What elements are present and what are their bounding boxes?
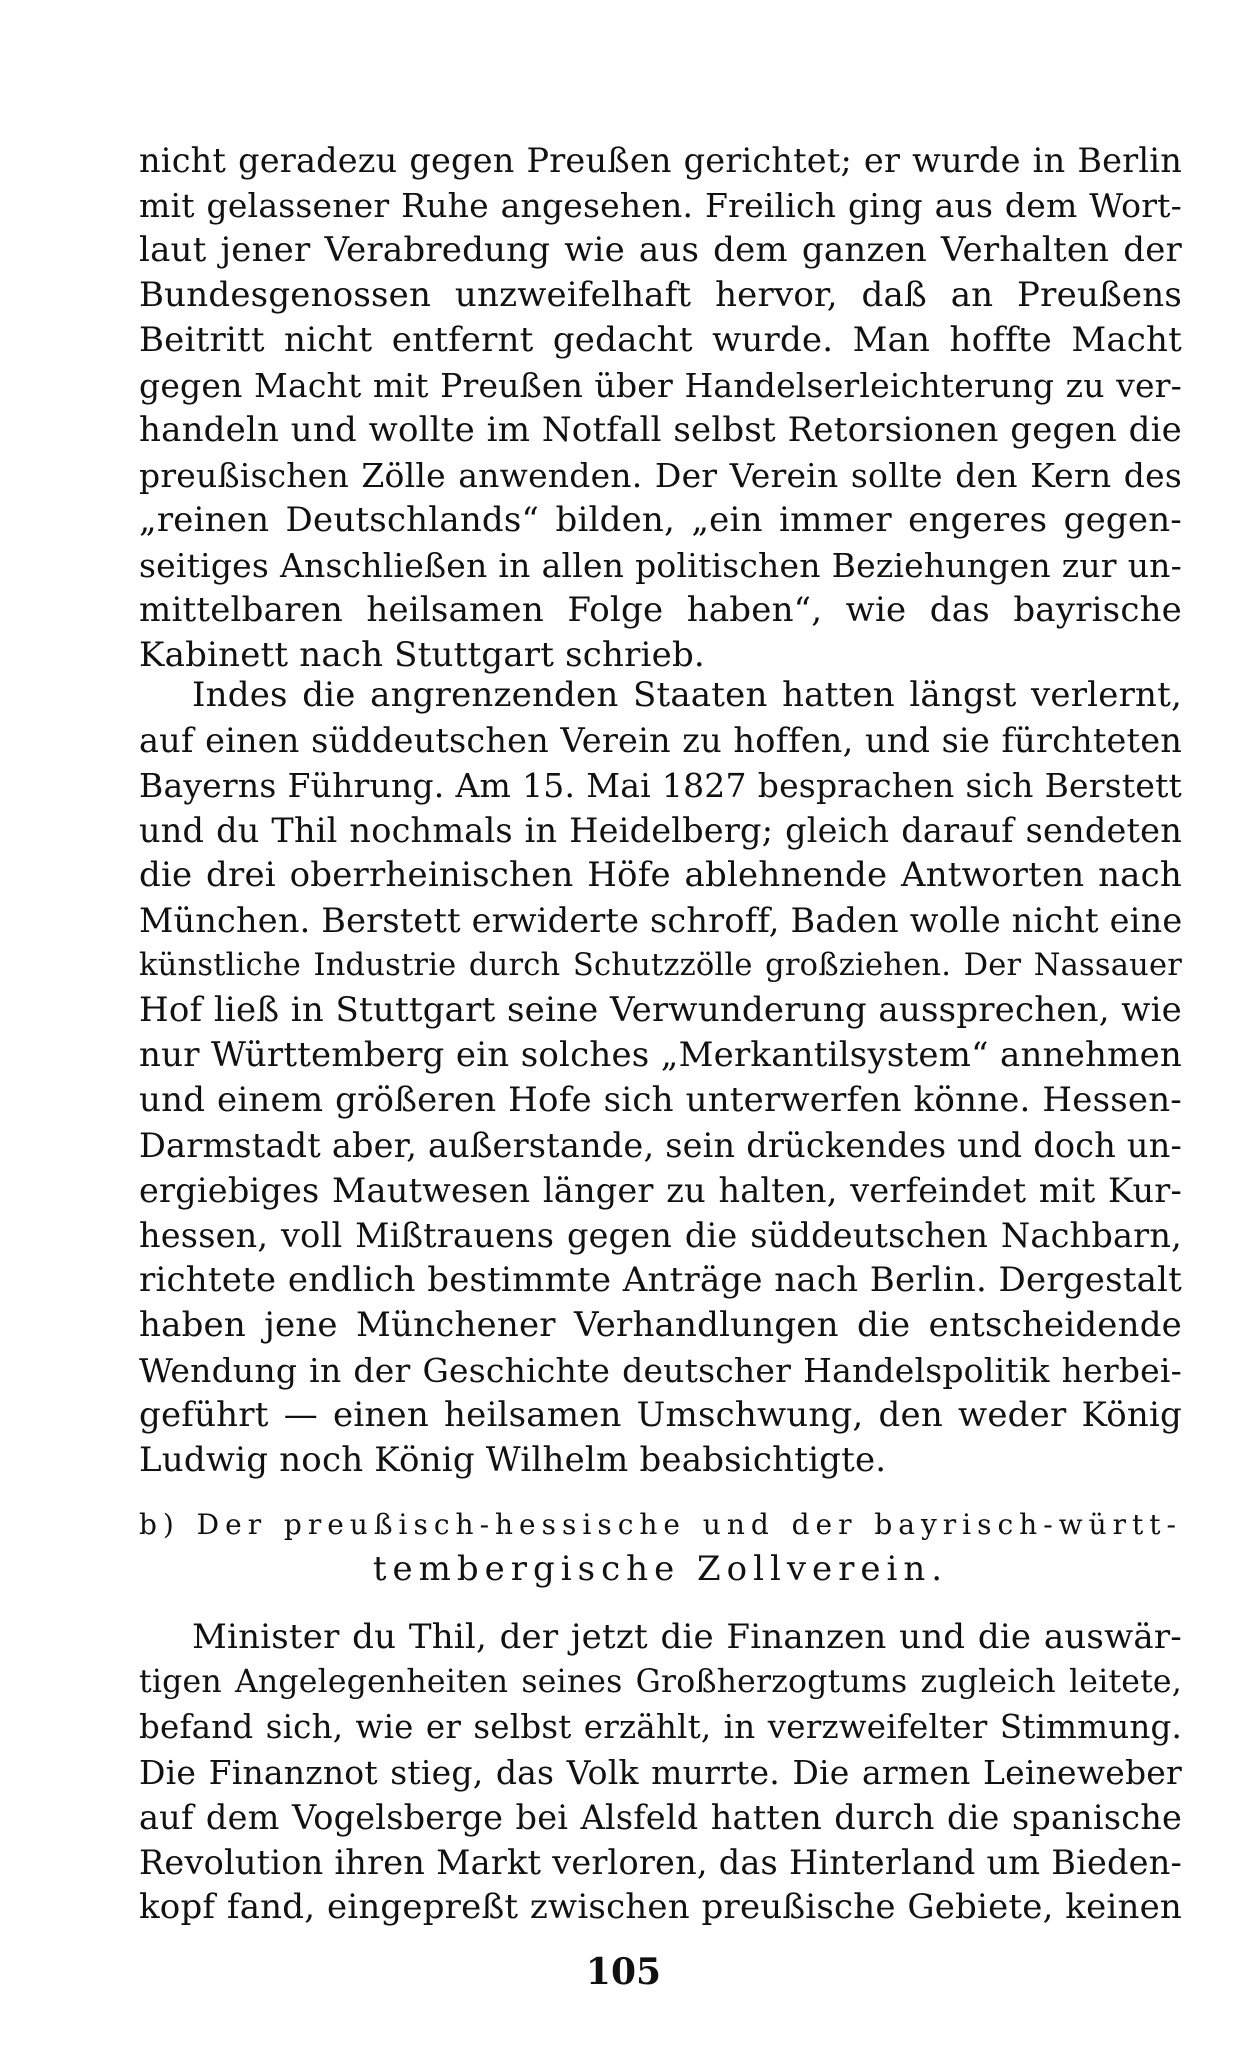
section-heading-line: tembergische Zollverein.: [372, 1549, 949, 1589]
text-line: richtete endlich bestimmte Anträge nach Berlin. Dergestalt: [139, 1260, 1182, 1300]
text-line: handeln und wollte im Notfall selbst Retorsionen gegen die: [139, 410, 1182, 450]
text-line: „reinen Deutschlands“ bilden, „ein immer engeres gegen-: [139, 500, 1182, 540]
text-line: Kabinett nach Stuttgart schrieb.: [139, 635, 705, 675]
text-line: kopf fand, eingepreßt zwischen preußische Gebiete, keinen: [139, 1887, 1182, 1927]
text-line: auf dem Vogelsberge bei Alsfeld hatten durch die spanische: [139, 1798, 1182, 1837]
paragraph-2: [139, 673, 1182, 1483]
text-line: Bayerns Führung. Am 15. Mai 1827 besprachen sich Berstett: [139, 766, 1182, 805]
text-line: künstliche Industrie durch Schutzzölle großziehen. Der Nassauer: [139, 948, 1182, 983]
text-line: Beitritt nicht entfernt gedacht wurde. Man hoffte Macht: [139, 320, 1182, 360]
text-line: München. Berstett erwiderte schroff, Baden wolle nicht eine: [139, 901, 1183, 940]
text-line: hessen, voll Mißtrauens gegen die süddeutschen Nachbarn,: [139, 1216, 1182, 1255]
text-line: nicht geradezu gegen Preußen gerichtet; er wurde in Berlin: [139, 141, 1182, 180]
text-line: befand sich, wie er selbst erzählt, in verzweifelter Stimmung.: [139, 1708, 1182, 1746]
text-line: preußischen Zölle anwenden. Der Verein sollte den Kern des: [139, 456, 1182, 495]
text-line: Hof ließ in Stuttgart seine Verwunderung aussprechen, wie: [139, 990, 1182, 1030]
paragraph-1: [139, 138, 1182, 678]
text-line: Darmstadt aber, außerstande, sein drückendes und doch un-: [139, 1126, 1182, 1165]
text-line: und du Thil nochmals in Heidelberg; gleich darauf sendeten: [139, 811, 1182, 850]
text-line: tigen Angelegenheiten seines Großherzogtums zugleich leitete,: [139, 1664, 1182, 1700]
text-line: Wendung in der Geschichte deutscher Handelspolitik herbei-: [139, 1351, 1182, 1390]
text-line: Bundesgenossen unzweifelhaft hervor, daß an Preußens: [139, 275, 1182, 315]
paragraph-3: [139, 1615, 1182, 1930]
text-line: seitiges Anschließen in allen politischen Beziehungen zur un-: [139, 546, 1182, 585]
text-line: die drei oberrheinischen Höfe ablehnende Antworten nach: [139, 855, 1182, 895]
section-heading: [139, 1502, 1182, 1592]
text-line: nur Württemberg ein solches „Merkantilsystem“ annehmen: [139, 1035, 1182, 1075]
text-line: mit gelassener Ruhe angesehen. Freilich ging aus dem Wort-: [139, 186, 1182, 225]
text-line: gegen Macht mit Preußen über Handelserleichterung zu ver-: [139, 366, 1182, 405]
text-line: haben jene Münchener Verhandlungen die entscheidende: [139, 1305, 1182, 1345]
text-line: Minister du Thil, der jetzt die Finanzen und die auswär-: [192, 1617, 1182, 1657]
text-line: und einem größeren Hofe sich unterwerfen könne. Hessen-: [139, 1080, 1182, 1120]
section-heading-line: b) Der preußisch-hessische und der bayrisch-württ-: [139, 1508, 1182, 1541]
page-number: 105: [585, 1951, 662, 1993]
text-line: Die Finanznot stieg, das Volk murrte. Die armen Leineweber: [139, 1753, 1182, 1792]
text-line: Ludwig noch König Wilhelm beabsichtigte.: [139, 1440, 887, 1480]
text-line: mittelbaren heilsamen Folge haben“, wie das bayrische: [139, 590, 1182, 630]
text-line: auf einen süddeutschen Verein zu hoffen, und sie fürchteten: [139, 721, 1182, 760]
text-line: geführt — einen heilsamen Umschwung, den weder König: [139, 1395, 1182, 1435]
text-line: ergiebiges Mautwesen länger zu halten, verfeindet mit Kur-: [139, 1171, 1182, 1210]
text-line: Indes die angrenzenden Staaten hatten längst verlernt,: [192, 675, 1182, 715]
text-line: laut jener Verabredung wie aus dem ganzen Verhalten der: [139, 230, 1182, 270]
text-line: Revolution ihren Markt verloren, das Hinterland um Bieden-: [139, 1843, 1182, 1882]
